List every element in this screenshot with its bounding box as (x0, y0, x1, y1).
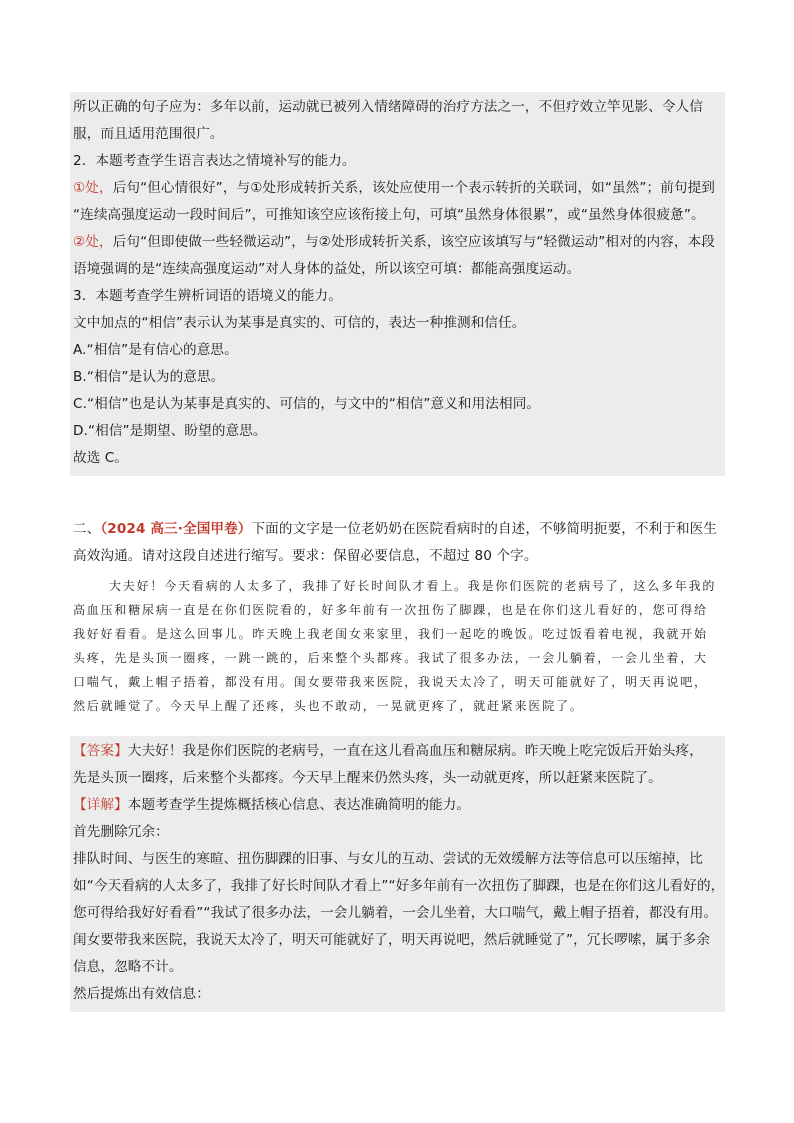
detail-line: 首先删除冗余： (73, 824, 169, 840)
detail-text: 本题考查学生提炼概括核心信息、表达准确简明的能力。 (127, 797, 471, 813)
blank-marker-1: ①处， (73, 180, 113, 196)
text-line: “连续高强度运动一段时间后”，可推知该空应该衔接上句，可填“虽然身体很累”，或“虽然身体很疲惫”。 (73, 207, 705, 223)
detail-line: 您可得给我好好看看”“我试了很多办法，一会儿躺着，一会儿坐着，大口喘气，戴上帽子捂着，都没有用。 (73, 905, 718, 921)
text-span: 后句“但心情很好”，与①处形成转折关系，该处应使用一个表示转折的关联词，如“虽然”；前句提到 (112, 180, 715, 196)
text-line (73, 232, 715, 252)
detail-line-1 (73, 795, 470, 815)
detail-line: 信息，忽略不计。 (73, 959, 183, 975)
answer-block-shade-1 (70, 92, 725, 476)
text-line (73, 178, 715, 198)
passage-line: 大夫好！今天看病的人太多了，我排了好长时间队才看上。我是你们医院的老病号了，这么多年我的 (109, 579, 717, 593)
detail-line: 如“今天看病的人太多了，我排了好长时间队才看上”“好多年前有一次扭伤了脚踝，也是在你们这儿看好的， (73, 878, 725, 894)
passage-line: 高血压和糖尿病一直是在你们医院看的，好多年前有一次扭伤了脚踝，也是在你们这儿看好的，您可得给 (73, 603, 708, 617)
answer-text: 大夫好！我是你们医院的老病号，一直在这儿看高血压和糖尿病。昨天晚上吃完饭后开始头疼， (127, 743, 703, 759)
detail-line: 排队时间、与医生的寒暄、扭伤脚踝的旧事、与女儿的互动、尝试的无效缓解方法等信息可以压缩掉，比 (73, 851, 703, 867)
question-line-1 (73, 519, 717, 539)
passage-line: 口喘气，戴上帽子捂着，都没有用。闺女要带我来医院，我说天太冷了，明天可能就好了，明天再说吧， (73, 675, 708, 689)
blank-marker-2: ②处， (73, 234, 113, 250)
text-line: 文中加点的“相信”表示认为某事是真实的、可信的，表达一种推测和信任。 (73, 315, 526, 331)
question-source: （2024 高三·全国甲卷） (100, 521, 252, 537)
option-b: B.“相信”是认为的意思。 (73, 369, 225, 385)
text-span: 后句“但即使做一些轻微运动”，与②处形成转折关系，该空应该填写与“轻微运动”相对的内容，本段 (112, 234, 715, 250)
passage-line: 我好好看看。是这么回事儿。昨天晚上我老闺女来家里，我们一起吃的晚饭。吃过饭看着电视，我就开始 (73, 627, 708, 641)
answer-line-2: 先是头顶一圈疼，后来整个头都疼。今天早上醒来仍然头疼，头一动就更疼，所以赶紧来医院了。 (73, 770, 662, 786)
detail-line: 闺女要带我来医院，我说天太冷了，明天可能就好了，明天再说吧，然后就睡觉了”，冗长啰嗦，属于多余 (73, 932, 711, 948)
answer-tag: 【答案】 (73, 743, 128, 759)
text-line: 服，而且适用范围很广。 (73, 126, 224, 142)
text-line: 语境强调的是“连续高强度运动”对人身体的益处，所以该空可填：都能高强度运动。 (73, 261, 581, 277)
passage-line: 然后就睡觉了。今天早上醒了还疼，头也不敢动，一晃就更疼了，就赶紧来医院了。 (73, 699, 584, 713)
question-number: 二、 (73, 521, 101, 537)
answer-choice: 故选 C。 (73, 450, 129, 466)
text-line: 所以正确的句子应为：多年以前，运动就已被列入情绪障碍的治疗方法之一，不但疗效立竿见影、令人信 (73, 99, 703, 115)
detail-tag: 【详解】 (73, 797, 128, 813)
option-c: C.“相信”也是认为某事是真实的、可信的，与文中的“相信”意义和用法相同。 (73, 396, 541, 412)
answer-line-1 (73, 741, 703, 761)
text-line: 3．本题考查学生辨析词语的语境义的能力。 (73, 288, 342, 304)
option-d: D.“相信”是期望、盼望的意思。 (73, 423, 267, 439)
question-text: 下面的文字是一位老奶奶在医院看病时的自述，不够简明扼要，不利于和医生 (251, 521, 718, 537)
question-line-2: 高效沟通。请对这段自述进行缩写。要求：保留必要信息，不超过 80 个字。 (73, 548, 538, 564)
passage-line: 头疼，先是头顶一圈疼，一跳一跳的，后来整个头都疼。我试了很多办法，一会儿躺着，一会儿坐着，大 (73, 651, 708, 665)
text-line: 2．本题考查学生语言表达之情境补写的能力。 (73, 153, 356, 169)
option-a: A.“相信”是有信心的意思。 (73, 342, 238, 358)
detail-line: 然后提炼出有效信息： (73, 986, 210, 1002)
